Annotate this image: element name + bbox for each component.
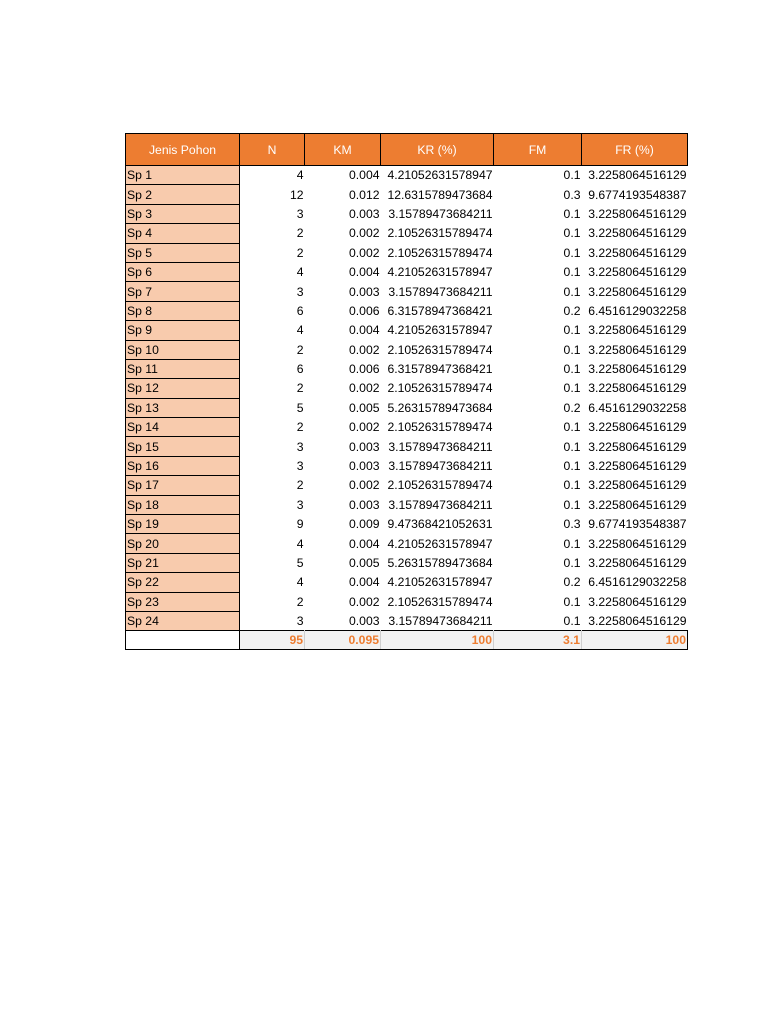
fm-value-cell[interactable]: 0.1	[563, 536, 581, 551]
table-body	[126, 166, 688, 631]
km-value-cell[interactable]: 0.006	[349, 303, 380, 318]
species-name-cell[interactable]: Sp 3	[126, 204, 240, 223]
table-row	[126, 553, 688, 572]
fr-value-cell[interactable]: 3.2258064516129	[588, 265, 687, 280]
fm-value-cell[interactable]: 0.2	[563, 575, 581, 590]
fr-value-cell[interactable]: 3.2258064516129	[588, 168, 687, 183]
n-value-cell[interactable]: 3	[296, 613, 304, 628]
species-name-cell[interactable]: Sp 14	[126, 418, 240, 437]
table-row	[126, 592, 688, 611]
table-row	[126, 204, 688, 223]
fm-value-cell[interactable]: 0.1	[563, 613, 581, 628]
kr-value-cell[interactable]: 2.10526315789474	[387, 478, 493, 493]
km-value-cell[interactable]: 0.004	[349, 575, 380, 590]
table-row	[126, 379, 688, 398]
table-row	[126, 243, 688, 262]
km-value-cell[interactable]: 0.002	[349, 226, 380, 241]
fm-value-cell[interactable]: 0.1	[563, 459, 581, 474]
km-value-cell[interactable]: 0.003	[349, 497, 380, 512]
kr-value-cell[interactable]: 4.21052631578947	[387, 575, 493, 590]
fr-value-cell[interactable]: 3.2258064516129	[588, 439, 687, 454]
fr-value-cell[interactable]: 3.2258064516129	[588, 613, 687, 628]
fr-value-cell[interactable]: 3.2258064516129	[588, 478, 687, 493]
fm-value-cell[interactable]: 0.1	[563, 206, 581, 221]
kr-value-cell[interactable]: 4.21052631578947	[387, 323, 493, 338]
species-name-cell[interactable]: Sp 20	[126, 534, 240, 553]
fm-value-cell[interactable]: 0.1	[563, 245, 581, 260]
n-value-cell[interactable]: 4	[296, 265, 304, 280]
km-value-cell[interactable]: 0.002	[349, 245, 380, 260]
kr-value-cell[interactable]: 2.10526315789474	[387, 226, 493, 241]
fm-value-cell[interactable]: 0.1	[563, 226, 581, 241]
fm-value-cell[interactable]: 0.3	[563, 187, 581, 202]
kr-value-cell[interactable]: 3.15789473684211	[388, 613, 493, 628]
kr-value-cell[interactable]: 3.15789473684211	[388, 459, 493, 474]
fr-value-cell[interactable]: 3.2258064516129	[588, 284, 687, 299]
kr-value-cell[interactable]: 4.21052631578947	[387, 265, 493, 280]
n-value-cell[interactable]: 3	[296, 206, 304, 221]
n-value-cell[interactable]: 2	[296, 420, 304, 435]
species-name-cell[interactable]: Sp 4	[126, 224, 240, 243]
total-km[interactable]: 0.095	[305, 631, 381, 650]
n-value-cell[interactable]: 4	[296, 536, 304, 551]
fm-value-cell[interactable]: 0.3	[563, 517, 581, 532]
fm-value-cell[interactable]: 0.1	[563, 265, 581, 280]
n-value-cell[interactable]: 5	[296, 400, 304, 415]
km-value-cell[interactable]: 0.002	[349, 420, 380, 435]
species-name-cell[interactable]: Sp 16	[126, 456, 240, 475]
kr-value-cell[interactable]: 3.15789473684211	[388, 284, 493, 299]
total-n[interactable]: 95	[240, 631, 305, 650]
kr-value-cell[interactable]: 3.15789473684211	[388, 439, 493, 454]
n-value-cell[interactable]: 3	[296, 459, 304, 474]
table-row	[126, 340, 688, 359]
fr-value-cell[interactable]: 3.2258064516129	[588, 245, 687, 260]
n-value-cell[interactable]: 3	[296, 497, 304, 512]
species-table	[125, 133, 688, 650]
species-name-cell[interactable]: Sp 7	[126, 282, 240, 301]
km-value-cell[interactable]: 0.002	[349, 478, 380, 493]
kr-value-cell[interactable]: 2.10526315789474	[387, 381, 493, 396]
species-name-cell[interactable]: Sp 15	[126, 437, 240, 456]
table-row	[126, 359, 688, 378]
fm-value-cell[interactable]: 0.1	[563, 420, 581, 435]
n-value-cell[interactable]: 6	[296, 303, 304, 318]
species-name-cell[interactable]: Sp 12	[126, 379, 240, 398]
fm-value-cell[interactable]: 0.1	[563, 342, 581, 357]
table-row	[126, 495, 688, 514]
fr-value-cell[interactable]: 3.2258064516129	[588, 556, 687, 570]
n-value-cell[interactable]: 12	[289, 187, 304, 202]
fr-value-cell[interactable]: 6.4516129032258	[588, 400, 687, 415]
table-row	[126, 166, 688, 185]
fm-value-cell[interactable]: 0.1	[563, 478, 581, 493]
header-km[interactable]: KM	[305, 134, 381, 166]
fm-value-cell[interactable]: 0.1	[563, 594, 581, 609]
fm-value-cell[interactable]: 0.1	[563, 497, 581, 512]
kr-value-cell[interactable]: 4.21052631578947	[387, 168, 493, 183]
table-row	[126, 321, 688, 340]
fr-value-cell[interactable]: 6.4516129032258	[588, 303, 687, 318]
km-value-cell[interactable]: 0.003	[349, 206, 380, 221]
fm-value-cell[interactable]: 0.1	[563, 362, 581, 377]
table-row	[126, 573, 688, 592]
table-row	[126, 224, 688, 243]
n-value-cell[interactable]: 4	[296, 168, 304, 183]
n-value-cell[interactable]: 9	[296, 517, 304, 532]
fr-value-cell[interactable]: 3.2258064516129	[588, 323, 687, 338]
kr-value-cell[interactable]: 3.15789473684211	[388, 497, 493, 512]
kr-value-cell[interactable]: 2.10526315789474	[387, 420, 493, 435]
table-row	[126, 185, 688, 204]
kr-value-cell[interactable]: 3.15789473684211	[388, 206, 493, 221]
header-fm[interactable]: FM	[494, 134, 582, 166]
species-name-cell[interactable]: Sp 23	[126, 592, 240, 611]
km-value-cell[interactable]: 0.003	[349, 459, 380, 474]
total-kr[interactable]: 100	[381, 631, 494, 650]
header-n[interactable]: N	[240, 134, 305, 166]
header-row	[126, 134, 688, 166]
species-name-cell[interactable]: Sp 5	[126, 243, 240, 262]
km-value-cell[interactable]: 0.003	[349, 284, 380, 299]
fm-value-cell[interactable]: 0.1	[563, 168, 581, 183]
fr-value-cell[interactable]: 9.6774193548387	[588, 517, 687, 532]
kr-value-cell[interactable]: 5.26315789473684	[387, 556, 493, 570]
fr-value-cell[interactable]: 3.2258064516129	[588, 536, 687, 551]
n-value-cell[interactable]: 2	[296, 478, 304, 493]
table-row	[126, 262, 688, 281]
species-name-cell[interactable]: Sp 1	[126, 166, 240, 185]
kr-value-cell[interactable]: 5.26315789473684	[387, 400, 493, 415]
km-value-cell[interactable]: 0.003	[349, 439, 380, 454]
fm-value-cell[interactable]: 0.1	[563, 284, 581, 299]
n-value-cell[interactable]: 2	[296, 381, 304, 396]
table-row	[126, 456, 688, 475]
km-value-cell[interactable]: 0.005	[349, 400, 380, 415]
table-row	[126, 611, 688, 630]
fm-value-cell[interactable]: 0.1	[563, 381, 581, 396]
fr-value-cell[interactable]: 3.2258064516129	[588, 342, 687, 357]
km-value-cell[interactable]: 0.004	[349, 536, 380, 551]
km-value-cell[interactable]: 0.004	[349, 323, 380, 338]
table-row	[126, 418, 688, 437]
n-value-cell[interactable]: 2	[296, 342, 304, 357]
fm-value-cell[interactable]: 0.1	[563, 439, 581, 454]
kr-value-cell[interactable]: 2.10526315789474	[387, 594, 493, 609]
fr-value-cell[interactable]: 3.2258064516129	[588, 226, 687, 241]
km-value-cell[interactable]: 0.004	[349, 168, 380, 183]
n-value-cell[interactable]: 4	[296, 323, 304, 338]
fm-value-cell[interactable]: 0.2	[563, 400, 581, 415]
km-value-cell[interactable]: 0.002	[349, 381, 380, 396]
species-name-cell[interactable]: Sp 6	[126, 262, 240, 281]
header-fr[interactable]: FR (%)	[582, 134, 688, 166]
fr-value-cell[interactable]: 3.2258064516129	[588, 362, 687, 377]
km-value-cell[interactable]: 0.009	[349, 517, 380, 532]
kr-value-cell[interactable]: 2.10526315789474	[387, 245, 493, 260]
species-name-cell[interactable]: Sp 22	[126, 573, 240, 592]
n-value-cell[interactable]: 3	[296, 284, 304, 299]
fm-value-cell[interactable]: 0.2	[563, 303, 581, 318]
n-value-cell[interactable]: 2	[296, 594, 304, 609]
n-value-cell[interactable]: 5	[296, 556, 304, 570]
table-row	[126, 282, 688, 301]
species-name-cell[interactable]: Sp 17	[126, 476, 240, 495]
kr-value-cell[interactable]: 12.6315789473684	[387, 187, 493, 202]
fr-value-cell[interactable]: 3.2258064516129	[588, 206, 687, 221]
table-row	[126, 476, 688, 495]
species-name-cell[interactable]: Sp 2	[126, 185, 240, 204]
species-name-cell[interactable]: Sp 19	[126, 515, 240, 534]
kr-value-cell[interactable]: 4.21052631578947	[387, 536, 493, 551]
n-value-cell[interactable]: 2	[296, 226, 304, 241]
fm-value-cell[interactable]: 0.1	[563, 556, 581, 570]
n-value-cell[interactable]: 4	[296, 575, 304, 590]
fr-value-cell[interactable]: 6.4516129032258	[588, 575, 687, 590]
totals-row	[126, 631, 688, 650]
km-value-cell[interactable]: 0.005	[349, 556, 380, 570]
km-value-cell[interactable]: 0.002	[349, 342, 380, 357]
table-row	[126, 534, 688, 553]
n-value-cell[interactable]: 6	[296, 362, 304, 377]
n-value-cell[interactable]: 2	[296, 245, 304, 260]
kr-value-cell[interactable]: 6.31578947368421	[387, 303, 493, 318]
km-value-cell[interactable]: 0.002	[349, 594, 380, 609]
fr-value-cell[interactable]: 3.2258064516129	[588, 594, 687, 609]
fr-value-cell[interactable]: 9.6774193548387	[588, 187, 687, 202]
total-label-cell[interactable]	[126, 631, 240, 650]
species-name-cell[interactable]: Sp 11	[126, 359, 240, 378]
km-value-cell[interactable]: 0.012	[349, 187, 380, 202]
table-row	[126, 398, 688, 417]
kr-value-cell[interactable]: 2.10526315789474	[387, 342, 493, 357]
species-name-cell[interactable]: Sp 10	[126, 340, 240, 359]
header-jenis-pohon[interactable]: Jenis Pohon	[126, 134, 240, 166]
fr-value-cell[interactable]: 3.2258064516129	[588, 497, 687, 512]
species-name-cell[interactable]: Sp 24	[126, 611, 240, 630]
total-fm[interactable]: 3.1	[494, 631, 582, 650]
species-name-cell[interactable]: Sp 9	[126, 321, 240, 340]
fr-value-cell[interactable]: 3.2258064516129	[588, 381, 687, 396]
fr-value-cell[interactable]: 3.2258064516129	[588, 420, 687, 435]
fm-value-cell[interactable]: 0.1	[563, 323, 581, 338]
kr-value-cell[interactable]: 6.31578947368421	[387, 362, 493, 377]
table-row	[126, 515, 688, 534]
fr-value-cell[interactable]: 3.2258064516129	[588, 459, 687, 474]
table-row	[126, 437, 688, 456]
species-name-cell[interactable]: Sp 18	[126, 495, 240, 514]
n-value-cell[interactable]: 3	[296, 439, 304, 454]
header-kr[interactable]: KR (%)	[381, 134, 494, 166]
km-value-cell[interactable]: 0.006	[349, 362, 380, 377]
km-value-cell[interactable]: 0.004	[349, 265, 380, 280]
total-fr[interactable]: 100	[582, 631, 688, 650]
species-name-cell[interactable]: Sp 8	[126, 301, 240, 320]
kr-value-cell[interactable]: 9.47368421052631	[387, 517, 493, 532]
species-name-cell[interactable]: Sp 13	[126, 398, 240, 417]
species-name-cell[interactable]: Sp 21	[126, 553, 240, 572]
table-row	[126, 301, 688, 320]
km-value-cell[interactable]: 0.003	[349, 613, 380, 628]
